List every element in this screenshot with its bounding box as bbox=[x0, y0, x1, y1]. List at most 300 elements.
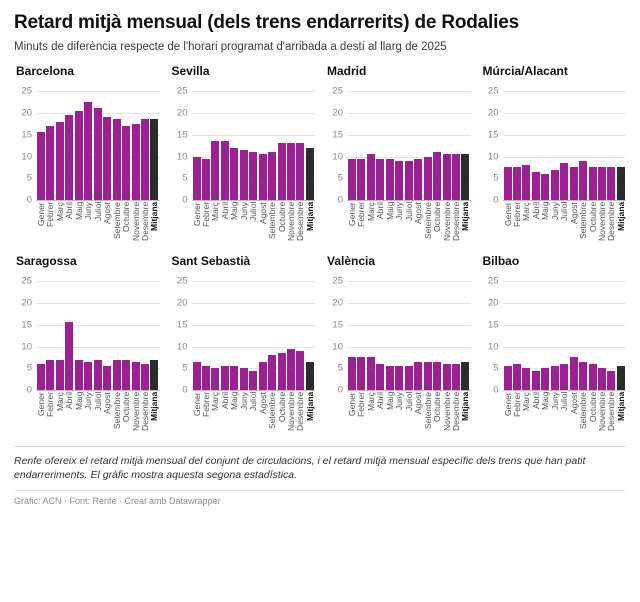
x-axis-tick-label: Agost bbox=[413, 392, 424, 414]
bar[interactable] bbox=[443, 364, 451, 390]
bar[interactable] bbox=[541, 174, 549, 200]
bar[interactable] bbox=[579, 161, 587, 200]
panel-madrid bbox=[325, 64, 471, 252]
bar[interactable] bbox=[551, 366, 559, 390]
y-axis-tick: 0 bbox=[26, 384, 32, 396]
x-axis-labels bbox=[503, 200, 627, 252]
x-axis-tick-label: Abril bbox=[219, 202, 230, 220]
y-axis-tick: 15 bbox=[21, 129, 32, 141]
x-axis-tick-label: Agost bbox=[257, 392, 268, 414]
bar[interactable] bbox=[46, 360, 54, 391]
plot-area bbox=[332, 82, 471, 206]
bar-median[interactable] bbox=[461, 154, 469, 200]
y-axis-tick: 10 bbox=[487, 151, 499, 162]
bar[interactable] bbox=[211, 368, 219, 390]
bar[interactable] bbox=[132, 362, 140, 390]
bar[interactable] bbox=[443, 154, 451, 200]
x-axis-tick-label: Maig bbox=[229, 392, 240, 411]
bar[interactable] bbox=[570, 167, 578, 200]
panel-title: Sevilla bbox=[171, 64, 210, 79]
bar[interactable] bbox=[287, 143, 295, 200]
x-axis-labels bbox=[192, 390, 316, 442]
bar[interactable] bbox=[532, 371, 540, 391]
bar[interactable] bbox=[433, 362, 441, 390]
x-axis-tick-label: Juny bbox=[549, 202, 560, 221]
x-axis-tick-label: Setembre bbox=[111, 202, 122, 240]
panel-sevilla bbox=[170, 64, 316, 252]
plot-area bbox=[176, 82, 316, 206]
bar-median[interactable] bbox=[617, 167, 625, 200]
panel-title: Sant Sebastià bbox=[171, 254, 251, 269]
y-axis-tick: 25 bbox=[21, 85, 32, 97]
bar[interactable] bbox=[551, 170, 559, 201]
y-axis-tick: 5 bbox=[26, 362, 32, 374]
y-axis-tick: 20 bbox=[332, 297, 343, 309]
bar-median[interactable] bbox=[306, 362, 314, 390]
page-title: Retard mitjà mensual (dels trens endarrerits) de Rodalies bbox=[14, 12, 519, 33]
plot-area bbox=[21, 82, 160, 206]
y-axis-tick: 20 bbox=[487, 107, 499, 119]
x-axis-tick-label: Maig bbox=[384, 202, 395, 221]
y-axis-tick: 0 bbox=[337, 384, 343, 396]
x-axis-labels bbox=[192, 200, 316, 252]
y-axis-tick: 5 bbox=[182, 362, 188, 374]
x-axis-tick-label: Novembre bbox=[597, 202, 608, 242]
bar[interactable] bbox=[570, 357, 578, 390]
x-axis-tick-label: Octubre bbox=[587, 392, 598, 423]
x-axis-tick-label: Abril bbox=[64, 202, 75, 220]
bar-series bbox=[347, 82, 471, 200]
y-axis-tick: 15 bbox=[176, 319, 188, 331]
x-axis-tick-label: Abril bbox=[375, 392, 386, 410]
bar[interactable] bbox=[504, 167, 512, 200]
plot-area bbox=[176, 272, 316, 396]
x-axis-tick-label: Octubre bbox=[432, 202, 443, 233]
x-axis-tick-label: Desembre bbox=[450, 202, 461, 242]
bar[interactable] bbox=[452, 154, 460, 200]
x-axis-tick-label: Octubre bbox=[432, 392, 443, 423]
x-axis-tick-label: Setembre bbox=[111, 392, 122, 430]
x-axis-tick-label: Setembre bbox=[578, 392, 589, 430]
bar[interactable] bbox=[296, 143, 304, 200]
x-axis-tick-label: Octubre bbox=[276, 202, 287, 233]
bar[interactable] bbox=[230, 366, 238, 390]
bar[interactable] bbox=[75, 111, 83, 201]
x-axis-tick-label: Juny bbox=[549, 392, 560, 411]
panel-m-rcia-alacant bbox=[481, 64, 627, 252]
x-axis-tick-label: Novembre bbox=[441, 392, 452, 432]
y-axis-tick: 15 bbox=[487, 319, 499, 331]
y-axis-tick: 20 bbox=[21, 297, 32, 309]
x-axis-tick-label: Març bbox=[54, 202, 65, 222]
y-axis-tick: 5 bbox=[26, 172, 32, 184]
x-axis-tick-label: Gener bbox=[191, 392, 202, 416]
bar-median[interactable] bbox=[617, 366, 625, 390]
y-axis-tick: 0 bbox=[337, 194, 343, 206]
bar[interactable] bbox=[522, 165, 530, 200]
bar[interactable] bbox=[395, 366, 403, 390]
x-axis-tick-label: Febrer bbox=[45, 392, 56, 418]
x-axis-tick-label: Desembre bbox=[295, 202, 306, 242]
y-axis-tick: 0 bbox=[493, 384, 499, 396]
y-axis-tick: 20 bbox=[21, 107, 32, 119]
plot-area bbox=[487, 272, 627, 396]
x-axis-tick-label: Maig bbox=[540, 202, 551, 221]
x-axis-tick-label: Juliol bbox=[248, 202, 259, 222]
panel-saragossa bbox=[14, 254, 160, 442]
x-axis-tick-label: Setembre bbox=[422, 392, 433, 430]
bar[interactable] bbox=[348, 159, 356, 201]
y-axis-tick: 20 bbox=[176, 107, 188, 119]
x-axis-tick-label: Setembre bbox=[578, 202, 589, 240]
x-axis-tick-label: Mitjana bbox=[304, 392, 315, 422]
x-axis-tick-label: Març bbox=[210, 392, 221, 412]
y-axis-tick: 15 bbox=[332, 129, 343, 141]
panel-sant-sebasti- bbox=[170, 254, 316, 442]
bar[interactable] bbox=[376, 364, 384, 390]
bar[interactable] bbox=[132, 124, 140, 200]
x-axis-tick-label: Desembre bbox=[606, 392, 617, 432]
bar[interactable] bbox=[579, 362, 587, 390]
x-axis-tick-label: Juliol bbox=[92, 392, 103, 412]
x-axis-tick-label: Novembre bbox=[286, 202, 297, 242]
bar[interactable] bbox=[405, 161, 413, 200]
bar[interactable] bbox=[424, 157, 432, 201]
y-axis-tick: 20 bbox=[176, 297, 188, 309]
bar[interactable] bbox=[598, 167, 606, 200]
x-axis-tick-label: Novembre bbox=[130, 202, 141, 242]
x-axis-tick-label: Febrer bbox=[200, 202, 211, 228]
x-axis-tick-label: Maig bbox=[384, 392, 395, 411]
bar[interactable] bbox=[103, 117, 111, 200]
bar[interactable] bbox=[598, 368, 606, 390]
bar[interactable] bbox=[414, 362, 422, 390]
x-axis-tick-label: Abril bbox=[530, 202, 541, 220]
panel-barcelona bbox=[14, 64, 160, 252]
x-axis-tick-label: Abril bbox=[530, 392, 541, 410]
bar[interactable] bbox=[249, 371, 257, 391]
x-axis-tick-label: Octubre bbox=[276, 392, 287, 423]
panel-title: Múrcia/Alacant bbox=[482, 64, 568, 79]
y-axis-tick: 10 bbox=[21, 151, 32, 162]
bar[interactable] bbox=[607, 371, 615, 391]
x-axis-tick-label: Gener bbox=[36, 392, 46, 416]
x-axis-tick-label: Abril bbox=[64, 392, 75, 410]
bar[interactable] bbox=[211, 141, 219, 200]
x-axis-tick-label: Setembre bbox=[267, 392, 278, 430]
x-axis-tick-label: Mitjana bbox=[460, 202, 471, 232]
y-axis-tick: 0 bbox=[182, 194, 188, 206]
y-axis-tick: 15 bbox=[21, 319, 32, 331]
bar[interactable] bbox=[37, 364, 45, 390]
x-axis-tick-label: Febrer bbox=[45, 202, 56, 228]
y-axis-tick: 10 bbox=[332, 341, 343, 352]
x-axis-tick-label: Agost bbox=[568, 202, 579, 224]
x-axis-tick-label: Mitjana bbox=[149, 392, 160, 422]
bar-median[interactable] bbox=[306, 148, 314, 200]
bar[interactable] bbox=[94, 108, 102, 200]
y-axis-tick: 5 bbox=[493, 172, 499, 184]
bar[interactable] bbox=[141, 364, 149, 390]
y-axis-tick: 20 bbox=[332, 107, 343, 119]
bar[interactable] bbox=[287, 349, 295, 391]
x-axis-tick-label: Juny bbox=[238, 202, 249, 221]
x-axis-tick-label: Gener bbox=[347, 392, 357, 416]
bar-median[interactable] bbox=[461, 362, 469, 390]
y-axis-tick: 25 bbox=[176, 85, 188, 97]
bar[interactable] bbox=[193, 362, 201, 390]
y-axis-tick: 15 bbox=[176, 129, 188, 141]
y-axis-tick: 10 bbox=[176, 151, 188, 162]
y-axis-tick: 5 bbox=[337, 172, 343, 184]
bar[interactable] bbox=[560, 364, 568, 390]
x-axis-tick-label: Febrer bbox=[356, 392, 367, 418]
bar-series bbox=[503, 272, 627, 390]
x-axis-tick-label: Novembre bbox=[441, 202, 452, 242]
y-axis-tick: 10 bbox=[487, 341, 499, 352]
bar[interactable] bbox=[94, 360, 102, 391]
y-axis-tick: 25 bbox=[176, 275, 188, 287]
panel-bilbao bbox=[481, 254, 627, 442]
bar[interactable] bbox=[268, 152, 276, 200]
x-axis-tick-label: Mitjana bbox=[460, 392, 471, 422]
bar[interactable] bbox=[414, 159, 422, 201]
bar[interactable] bbox=[65, 322, 73, 390]
x-axis-tick-label: Juliol bbox=[403, 392, 414, 412]
x-axis-tick-label: Desembre bbox=[450, 392, 461, 432]
panel-title: Madrid bbox=[327, 64, 367, 79]
x-axis-tick-label: Juliol bbox=[559, 202, 570, 222]
x-axis-tick-label: Desembre bbox=[606, 202, 617, 242]
y-axis-tick: 25 bbox=[21, 275, 32, 287]
x-axis-tick-label: Desembre bbox=[139, 392, 150, 432]
bar[interactable] bbox=[560, 163, 568, 200]
x-axis-tick-label: Novembre bbox=[130, 392, 141, 432]
y-axis-tick: 5 bbox=[493, 362, 499, 374]
y-axis-tick: 15 bbox=[487, 129, 499, 141]
bar[interactable] bbox=[433, 152, 441, 200]
y-axis-tick: 10 bbox=[21, 341, 32, 352]
bar[interactable] bbox=[113, 119, 121, 200]
bar[interactable] bbox=[193, 157, 201, 201]
x-axis-tick-label: Setembre bbox=[422, 202, 433, 240]
bar[interactable] bbox=[278, 353, 286, 390]
x-axis-tick-label: Gener bbox=[347, 202, 357, 226]
x-axis-tick-label: Març bbox=[365, 392, 376, 412]
x-axis-tick-label: Març bbox=[210, 202, 221, 222]
x-axis-tick-label: Juliol bbox=[92, 202, 103, 222]
chart-credit: Gràfic: ACN · Font: Renfe · Creat amb Datawrapper bbox=[14, 490, 626, 506]
plot-area bbox=[487, 82, 627, 206]
bar[interactable] bbox=[75, 360, 83, 391]
y-axis-tick: 20 bbox=[487, 297, 499, 309]
x-axis-tick-label: Juny bbox=[83, 392, 94, 411]
plot-area bbox=[21, 272, 160, 396]
bar[interactable] bbox=[221, 366, 229, 390]
bar[interactable] bbox=[56, 122, 64, 201]
x-axis-labels bbox=[347, 200, 471, 252]
x-axis-tick-label: Maig bbox=[73, 392, 84, 411]
x-axis-tick-label: Maig bbox=[229, 202, 240, 221]
y-axis-tick: 5 bbox=[337, 362, 343, 374]
x-axis-tick-label: Juny bbox=[394, 202, 405, 221]
y-axis-tick: 0 bbox=[182, 384, 188, 396]
bar[interactable] bbox=[122, 360, 130, 391]
y-axis-tick: 25 bbox=[487, 85, 499, 97]
bar[interactable] bbox=[37, 132, 45, 200]
x-axis-tick-label: Maig bbox=[73, 202, 84, 221]
bar[interactable] bbox=[249, 152, 257, 200]
x-axis-tick-label: Febrer bbox=[200, 392, 211, 418]
bar[interactable] bbox=[367, 357, 375, 390]
bar[interactable] bbox=[113, 360, 121, 391]
page-subtitle: Minuts de diferència respecte de l'horari programat d'arribada a destí al llarg de 2025 bbox=[14, 40, 447, 53]
y-axis-tick: 15 bbox=[332, 319, 343, 331]
bar[interactable] bbox=[513, 364, 521, 390]
x-axis-tick-label: Febrer bbox=[511, 202, 522, 228]
y-axis-tick: 10 bbox=[332, 151, 343, 162]
bar[interactable] bbox=[122, 126, 130, 200]
bar[interactable] bbox=[357, 159, 365, 201]
x-axis-tick-label: Febrer bbox=[356, 202, 367, 228]
bar[interactable] bbox=[278, 143, 286, 200]
bar[interactable] bbox=[56, 360, 64, 391]
x-axis-tick-label: Mitjana bbox=[149, 202, 160, 232]
x-axis-tick-label: Gener bbox=[191, 202, 202, 226]
chart-footnote: Renfe ofereix el retard mitjà mensual del conjunt de circulacions, i el retard mitjà mensual específic dels trens que han patit endarreriments. El gràfic mostra aquesta segona estadística. bbox=[14, 446, 626, 482]
y-axis-tick: 25 bbox=[487, 275, 499, 287]
bar-series bbox=[347, 272, 471, 390]
x-axis-tick-label: Mitjana bbox=[615, 392, 626, 422]
bar[interactable] bbox=[84, 362, 92, 390]
x-axis-tick-label: Novembre bbox=[286, 392, 297, 432]
x-axis-tick-label: Novembre bbox=[597, 392, 608, 432]
bar[interactable] bbox=[202, 159, 210, 201]
x-axis-tick-label: Abril bbox=[375, 202, 386, 220]
bar[interactable] bbox=[259, 362, 267, 390]
x-axis-tick-label: Març bbox=[54, 392, 65, 412]
bar-median[interactable] bbox=[150, 119, 158, 200]
x-axis-tick-label: Març bbox=[521, 392, 532, 412]
bar[interactable] bbox=[386, 366, 394, 390]
panel-val-ncia bbox=[325, 254, 471, 442]
bar[interactable] bbox=[589, 364, 597, 390]
bar-series bbox=[192, 82, 316, 200]
x-axis-tick-label: Octubre bbox=[121, 392, 132, 423]
x-axis-tick-label: Mitjana bbox=[304, 202, 315, 232]
x-axis-tick-label: Agost bbox=[102, 392, 113, 414]
bar[interactable] bbox=[405, 366, 413, 390]
bar[interactable] bbox=[240, 150, 248, 200]
bar[interactable] bbox=[230, 148, 238, 200]
bar[interactable] bbox=[522, 368, 530, 390]
bar[interactable] bbox=[268, 355, 276, 390]
bar[interactable] bbox=[141, 119, 149, 200]
bar-series bbox=[503, 82, 627, 200]
x-axis-tick-label: Gener bbox=[36, 202, 46, 226]
small-multiples-grid bbox=[14, 64, 626, 442]
bar[interactable] bbox=[452, 364, 460, 390]
x-axis-tick-label: Maig bbox=[540, 392, 551, 411]
x-axis-tick-label: Mitjana bbox=[615, 202, 626, 232]
bar[interactable] bbox=[296, 351, 304, 390]
y-axis-tick: 10 bbox=[176, 341, 188, 352]
bar[interactable] bbox=[395, 161, 403, 200]
bar[interactable] bbox=[348, 357, 356, 390]
y-axis-tick: 25 bbox=[332, 85, 343, 97]
bar[interactable] bbox=[424, 362, 432, 390]
bar-series bbox=[192, 272, 316, 390]
y-axis-tick: 0 bbox=[493, 194, 499, 206]
x-axis-tick-label: Març bbox=[365, 202, 376, 222]
bar[interactable] bbox=[357, 357, 365, 390]
x-axis-tick-label: Juny bbox=[394, 392, 405, 411]
bar[interactable] bbox=[103, 366, 111, 390]
bar[interactable] bbox=[221, 141, 229, 200]
bar[interactable] bbox=[504, 366, 512, 390]
x-axis-tick-label: Juliol bbox=[248, 392, 259, 412]
x-axis-tick-label: Juny bbox=[83, 202, 94, 221]
panel-title: Bilbao bbox=[482, 254, 520, 269]
x-axis-tick-label: Abril bbox=[219, 392, 230, 410]
bar[interactable] bbox=[84, 102, 92, 200]
x-axis-tick-label: Març bbox=[521, 202, 532, 222]
x-axis-labels bbox=[36, 390, 160, 442]
bar-series bbox=[36, 272, 160, 390]
bar[interactable] bbox=[367, 154, 375, 200]
x-axis-tick-label: Juliol bbox=[559, 392, 570, 412]
bar[interactable] bbox=[513, 167, 521, 200]
x-axis-tick-label: Agost bbox=[102, 202, 113, 224]
x-axis-tick-label: Gener bbox=[502, 202, 513, 226]
x-axis-tick-label: Setembre bbox=[267, 202, 278, 240]
x-axis-labels bbox=[36, 200, 160, 252]
plot-area bbox=[332, 272, 471, 396]
panel-title: Barcelona bbox=[16, 64, 75, 79]
y-axis-tick: 0 bbox=[26, 194, 32, 206]
x-axis-tick-label: Juny bbox=[238, 392, 249, 411]
bar[interactable] bbox=[386, 159, 394, 201]
x-axis-tick-label: Febrer bbox=[511, 392, 522, 418]
bar-median[interactable] bbox=[150, 360, 158, 391]
x-axis-tick-label: Desembre bbox=[295, 392, 306, 432]
x-axis-tick-label: Agost bbox=[413, 202, 424, 224]
x-axis-tick-label: Gener bbox=[502, 392, 513, 416]
panel-title: València bbox=[327, 254, 376, 269]
x-axis-tick-label: Octubre bbox=[121, 202, 132, 233]
x-axis-labels bbox=[503, 390, 627, 442]
x-axis-tick-label: Agost bbox=[257, 202, 268, 224]
bar[interactable] bbox=[259, 154, 267, 200]
x-axis-tick-label: Octubre bbox=[587, 202, 598, 233]
bar[interactable] bbox=[240, 368, 248, 390]
bar[interactable] bbox=[202, 366, 210, 390]
bar[interactable] bbox=[65, 115, 73, 200]
bar[interactable] bbox=[376, 159, 384, 201]
bar[interactable] bbox=[532, 172, 540, 200]
panel-title: Saragossa bbox=[16, 254, 77, 269]
x-axis-tick-label: Juliol bbox=[403, 202, 414, 222]
bar[interactable] bbox=[541, 368, 549, 390]
bar[interactable] bbox=[589, 167, 597, 200]
x-axis-labels bbox=[347, 390, 471, 442]
bar[interactable] bbox=[607, 167, 615, 200]
bar[interactable] bbox=[46, 126, 54, 200]
bar-series bbox=[36, 82, 160, 200]
y-axis-tick: 25 bbox=[332, 275, 343, 287]
y-axis-tick: 5 bbox=[182, 172, 188, 184]
x-axis-tick-label: Agost bbox=[568, 392, 579, 414]
